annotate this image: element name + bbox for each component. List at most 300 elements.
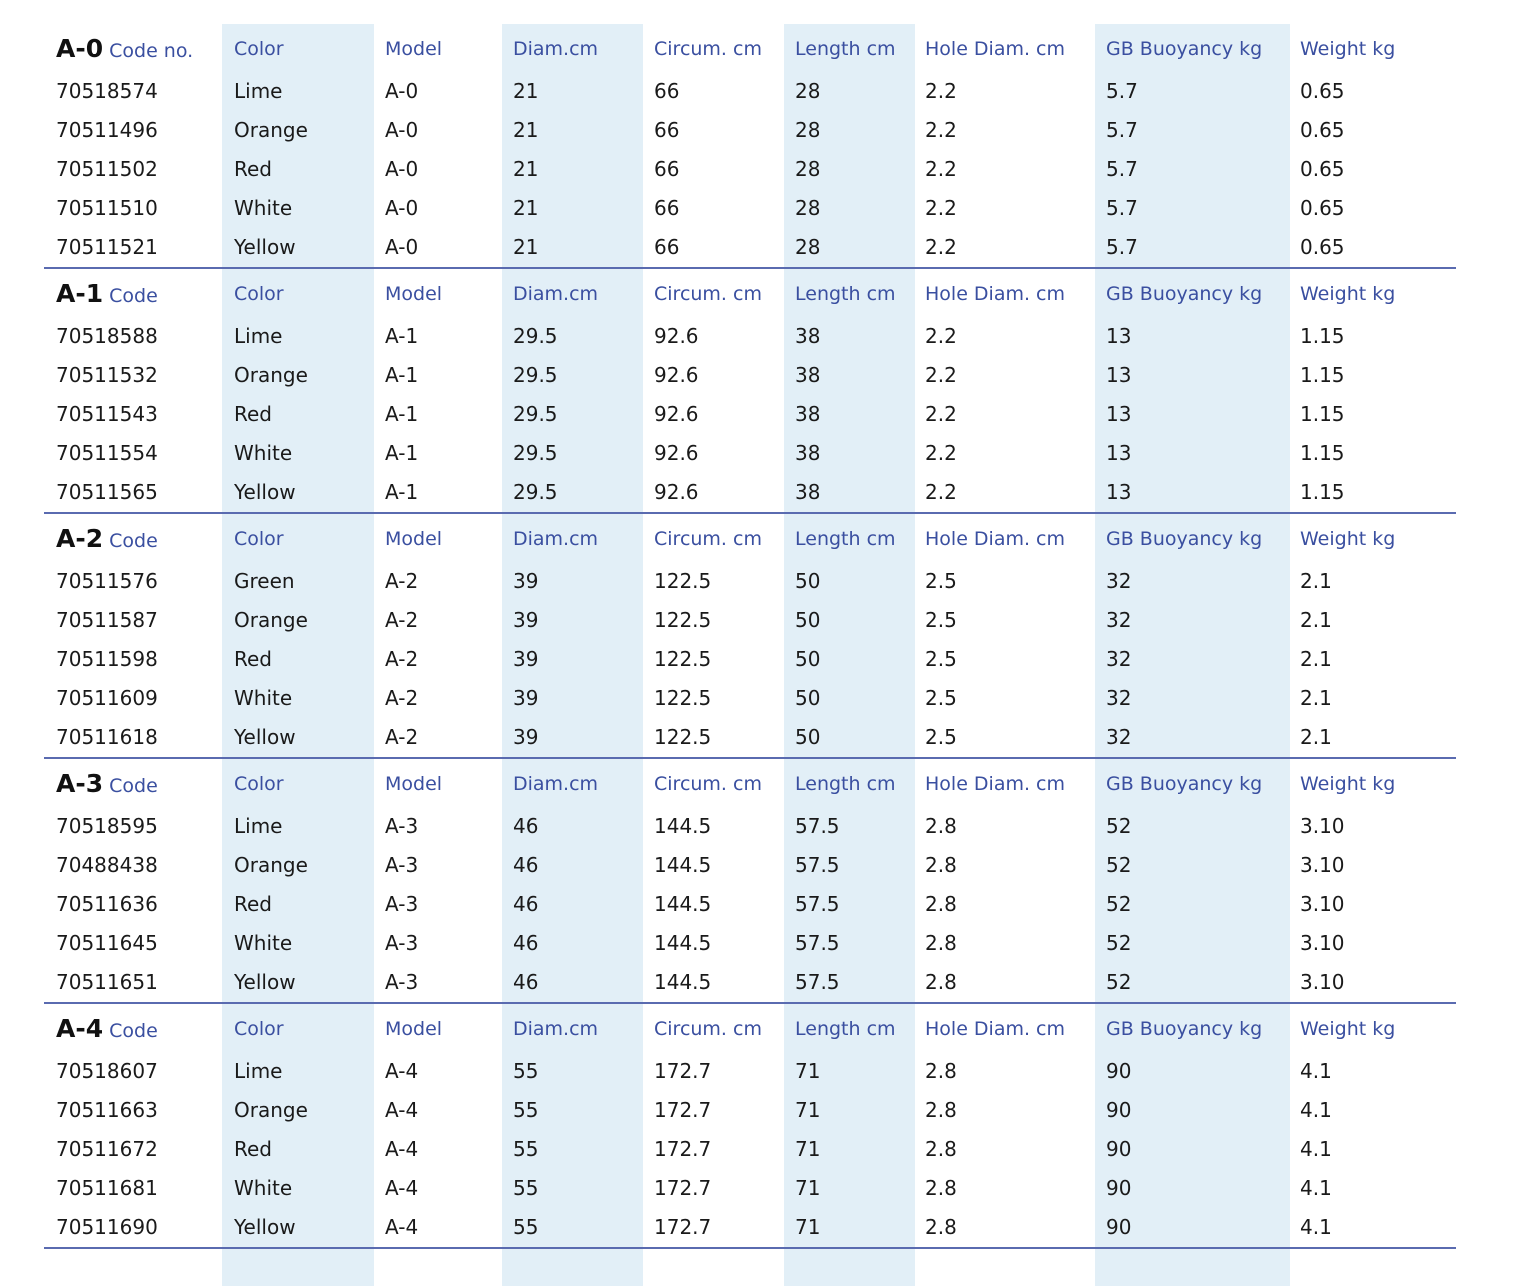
table-cell: 29.5 xyxy=(513,402,558,426)
table-cell: 1.15 xyxy=(1300,441,1345,465)
table-row xyxy=(44,395,1456,434)
table-cell: 5.7 xyxy=(1106,235,1138,259)
table-cell: 3.10 xyxy=(1300,931,1345,955)
table-cell: 70511645 xyxy=(56,931,158,955)
table-cell: 2.1 xyxy=(1300,725,1332,749)
table-cell: A-0 xyxy=(385,157,419,181)
table-cell: 92.6 xyxy=(654,480,699,504)
table-cell: Yellow xyxy=(234,970,296,994)
table-cell: 4.1 xyxy=(1300,1059,1332,1083)
table-cell: White xyxy=(234,1176,293,1200)
table-cell: 55 xyxy=(513,1098,539,1122)
table-cell: 50 xyxy=(795,569,821,593)
table-cell: Red xyxy=(234,647,272,671)
column-header: Length cm xyxy=(795,283,896,305)
group-header-row xyxy=(44,24,1456,72)
table-cell: 38 xyxy=(795,441,821,465)
table-cell: 2.8 xyxy=(925,892,957,916)
table-cell: 2.2 xyxy=(925,363,957,387)
table-cell: 172.7 xyxy=(654,1137,712,1161)
table-cell: 172.7 xyxy=(654,1176,712,1200)
table-cell: 13 xyxy=(1106,324,1132,348)
table-cell: 2.2 xyxy=(925,157,957,181)
table-cell: Yellow xyxy=(234,1215,296,1239)
table-cell: 2.5 xyxy=(925,569,957,593)
table-cell: 50 xyxy=(795,647,821,671)
table-cell: 144.5 xyxy=(654,892,712,916)
table-cell: 70511636 xyxy=(56,892,158,916)
model-name: A-1 xyxy=(56,279,104,308)
group-header-row xyxy=(44,759,1456,807)
table-cell: 32 xyxy=(1106,608,1132,632)
group-title xyxy=(56,269,158,321)
table-cell: 70511609 xyxy=(56,686,158,710)
table-cell: 52 xyxy=(1106,814,1132,838)
group-title xyxy=(56,514,158,566)
table-cell: 21 xyxy=(513,118,539,142)
table-cell: 46 xyxy=(513,931,539,955)
table-cell: 2.8 xyxy=(925,970,957,994)
table-cell: Orange xyxy=(234,608,308,632)
table-cell: 70511651 xyxy=(56,970,158,994)
table-row xyxy=(44,150,1456,189)
table-row xyxy=(44,1208,1456,1247)
table-row xyxy=(44,679,1456,718)
table-cell: 57.5 xyxy=(795,814,840,838)
table-cell: 32 xyxy=(1106,569,1132,593)
column-header: Hole Diam. cm xyxy=(925,773,1066,795)
table-cell: 2.2 xyxy=(925,79,957,103)
table-cell: Orange xyxy=(234,363,308,387)
table-cell: 55 xyxy=(513,1137,539,1161)
column-header: Color xyxy=(234,528,284,550)
table-cell: A-1 xyxy=(385,441,419,465)
model-group-a-2 xyxy=(44,514,1456,759)
group-title xyxy=(56,1004,158,1056)
table-row xyxy=(44,72,1456,111)
table-cell: 144.5 xyxy=(654,814,712,838)
table-cell: 70511618 xyxy=(56,725,158,749)
table-cell: A-0 xyxy=(385,235,419,259)
table-cell: Red xyxy=(234,892,272,916)
table-cell: 66 xyxy=(654,79,680,103)
table-cell: 1.15 xyxy=(1300,324,1345,348)
table-cell: 70511554 xyxy=(56,441,158,465)
table-cell: Orange xyxy=(234,118,308,142)
table-cell: 52 xyxy=(1106,892,1132,916)
table-cell: 2.2 xyxy=(925,480,957,504)
table-row xyxy=(44,885,1456,924)
table-cell: 13 xyxy=(1106,480,1132,504)
table-cell: 92.6 xyxy=(654,363,699,387)
table-cell: 29.5 xyxy=(513,480,558,504)
column-header: GB Buoyancy kg xyxy=(1106,38,1263,60)
table-cell: A-1 xyxy=(385,402,419,426)
table-cell: 32 xyxy=(1106,686,1132,710)
table-cell: 29.5 xyxy=(513,324,558,348)
model-name: A-0 xyxy=(56,34,104,63)
table-cell: 2.1 xyxy=(1300,686,1332,710)
table-row xyxy=(44,640,1456,679)
table-cell: 70511663 xyxy=(56,1098,158,1122)
table-cell: 46 xyxy=(513,814,539,838)
code-column-header: Code no. xyxy=(109,40,194,62)
column-header: Diam.cm xyxy=(513,1018,599,1040)
table-cell: 71 xyxy=(795,1059,821,1083)
table-cell: 50 xyxy=(795,686,821,710)
table-cell: 39 xyxy=(513,686,539,710)
table-cell: 38 xyxy=(795,480,821,504)
table-cell: A-0 xyxy=(385,196,419,220)
group-title xyxy=(56,759,158,811)
table-row xyxy=(44,356,1456,395)
table-cell: 52 xyxy=(1106,853,1132,877)
table-cell: 3.10 xyxy=(1300,892,1345,916)
column-header: Weight kg xyxy=(1300,38,1396,60)
column-header: GB Buoyancy kg xyxy=(1106,773,1263,795)
table-cell: 70511510 xyxy=(56,196,158,220)
table-row xyxy=(44,189,1456,228)
table-cell: 21 xyxy=(513,196,539,220)
column-header: Diam.cm xyxy=(513,773,599,795)
table-cell: 70511681 xyxy=(56,1176,158,1200)
table-cell: 21 xyxy=(513,157,539,181)
table-cell: 71 xyxy=(795,1215,821,1239)
table-cell: 2.1 xyxy=(1300,569,1332,593)
table-cell: 5.7 xyxy=(1106,196,1138,220)
table-cell: 1.15 xyxy=(1300,363,1345,387)
table-cell: 55 xyxy=(513,1176,539,1200)
table-cell: 122.5 xyxy=(654,647,712,671)
table-cell: A-2 xyxy=(385,686,419,710)
table-cell: A-2 xyxy=(385,608,419,632)
table-cell: 38 xyxy=(795,324,821,348)
table-cell: 70518574 xyxy=(56,79,158,103)
table-cell: 2.8 xyxy=(925,1176,957,1200)
table-cell: 2.1 xyxy=(1300,647,1332,671)
table-row xyxy=(44,807,1456,846)
table-cell: 57.5 xyxy=(795,892,840,916)
table-cell: 2.8 xyxy=(925,1098,957,1122)
column-header: Length cm xyxy=(795,38,896,60)
table-cell: A-3 xyxy=(385,970,419,994)
table-cell: 46 xyxy=(513,970,539,994)
column-header: Model xyxy=(385,1018,443,1040)
table-cell: A-4 xyxy=(385,1098,419,1122)
column-header: Model xyxy=(385,528,443,550)
table-cell: Yellow xyxy=(234,480,296,504)
table-cell: 4.1 xyxy=(1300,1137,1332,1161)
table-cell: 70511587 xyxy=(56,608,158,632)
table-cell: White xyxy=(234,196,293,220)
table-cell: 66 xyxy=(654,235,680,259)
table-cell: White xyxy=(234,931,293,955)
table-row xyxy=(44,924,1456,963)
column-header: Length cm xyxy=(795,1018,896,1040)
table-cell: 28 xyxy=(795,157,821,181)
table-cell: 46 xyxy=(513,892,539,916)
table-cell: 39 xyxy=(513,608,539,632)
group-header-row xyxy=(44,1004,1456,1052)
table-cell: 3.10 xyxy=(1300,853,1345,877)
table-cell: 122.5 xyxy=(654,569,712,593)
table-cell: A-4 xyxy=(385,1137,419,1161)
table-cell: 2.8 xyxy=(925,814,957,838)
table-cell: 90 xyxy=(1106,1176,1132,1200)
column-header: Circum. cm xyxy=(654,773,762,795)
column-header: Weight kg xyxy=(1300,528,1396,550)
table-cell: 71 xyxy=(795,1137,821,1161)
table-cell: A-0 xyxy=(385,79,419,103)
table-cell: 38 xyxy=(795,363,821,387)
column-header: Circum. cm xyxy=(654,528,762,550)
table-row xyxy=(44,434,1456,473)
table-cell: Orange xyxy=(234,1098,308,1122)
table-cell: 5.7 xyxy=(1106,118,1138,142)
model-name: A-2 xyxy=(56,524,104,553)
model-name: A-4 xyxy=(56,1014,104,1043)
table-cell: 0.65 xyxy=(1300,118,1345,142)
table-cell: 70511690 xyxy=(56,1215,158,1239)
table-cell: 29.5 xyxy=(513,441,558,465)
table-cell: 0.65 xyxy=(1300,235,1345,259)
column-header: GB Buoyancy kg xyxy=(1106,283,1263,305)
code-column-header: Code xyxy=(109,1020,158,1042)
table-cell: 92.6 xyxy=(654,324,699,348)
table-row xyxy=(44,562,1456,601)
group-title xyxy=(56,24,193,76)
table-cell: 144.5 xyxy=(654,853,712,877)
table-row xyxy=(44,846,1456,885)
table-cell: 71 xyxy=(795,1098,821,1122)
table-cell: 50 xyxy=(795,725,821,749)
table-cell: 70511576 xyxy=(56,569,158,593)
table-cell: 0.65 xyxy=(1300,157,1345,181)
table-cell: 50 xyxy=(795,608,821,632)
code-column-header: Code xyxy=(109,285,158,307)
table-cell: 39 xyxy=(513,647,539,671)
spec-table xyxy=(44,24,1456,1249)
table-cell: 13 xyxy=(1106,441,1132,465)
table-cell: 70511543 xyxy=(56,402,158,426)
table-row xyxy=(44,228,1456,267)
table-groups xyxy=(44,24,1456,1249)
table-cell: A-2 xyxy=(385,569,419,593)
table-cell: 2.8 xyxy=(925,1215,957,1239)
table-cell: 144.5 xyxy=(654,970,712,994)
table-cell: 2.8 xyxy=(925,1137,957,1161)
table-cell: 70511598 xyxy=(56,647,158,671)
table-cell: A-0 xyxy=(385,118,419,142)
table-cell: 90 xyxy=(1106,1137,1132,1161)
table-cell: 57.5 xyxy=(795,931,840,955)
table-cell: 29.5 xyxy=(513,363,558,387)
table-row xyxy=(44,1169,1456,1208)
model-group-a-4 xyxy=(44,1004,1456,1249)
table-cell: A-3 xyxy=(385,892,419,916)
table-cell: 172.7 xyxy=(654,1098,712,1122)
table-cell: 90 xyxy=(1106,1098,1132,1122)
table-cell: 21 xyxy=(513,79,539,103)
table-cell: 2.2 xyxy=(925,402,957,426)
table-cell: 122.5 xyxy=(654,686,712,710)
table-row xyxy=(44,111,1456,150)
table-cell: Lime xyxy=(234,79,283,103)
column-header: Length cm xyxy=(795,528,896,550)
table-cell: 2.2 xyxy=(925,235,957,259)
table-row xyxy=(44,473,1456,512)
table-cell: A-2 xyxy=(385,725,419,749)
column-header: GB Buoyancy kg xyxy=(1106,1018,1263,1040)
table-cell: 2.2 xyxy=(925,441,957,465)
table-cell: 21 xyxy=(513,235,539,259)
table-cell: 92.6 xyxy=(654,402,699,426)
table-cell: 70511502 xyxy=(56,157,158,181)
table-cell: A-1 xyxy=(385,363,419,387)
column-header: GB Buoyancy kg xyxy=(1106,528,1263,550)
table-cell: 13 xyxy=(1106,363,1132,387)
table-cell: A-3 xyxy=(385,814,419,838)
table-cell: A-4 xyxy=(385,1215,419,1239)
table-cell: 55 xyxy=(513,1059,539,1083)
table-cell: 2.2 xyxy=(925,196,957,220)
table-cell: 4.1 xyxy=(1300,1098,1332,1122)
table-cell: Green xyxy=(234,569,295,593)
column-header: Length cm xyxy=(795,773,896,795)
table-row xyxy=(44,963,1456,1002)
column-header: Diam.cm xyxy=(513,528,599,550)
table-cell: 70511532 xyxy=(56,363,158,387)
column-header: Hole Diam. cm xyxy=(925,283,1066,305)
table-row xyxy=(44,1130,1456,1169)
table-cell: 39 xyxy=(513,569,539,593)
table-cell: A-4 xyxy=(385,1176,419,1200)
model-group-a-3 xyxy=(44,759,1456,1004)
table-cell: 144.5 xyxy=(654,931,712,955)
table-cell: 70511565 xyxy=(56,480,158,504)
table-cell: 2.5 xyxy=(925,686,957,710)
table-cell: 2.5 xyxy=(925,608,957,632)
code-column-header: Code xyxy=(109,530,158,552)
table-cell: 1.15 xyxy=(1300,402,1345,426)
table-cell: 3.10 xyxy=(1300,814,1345,838)
table-cell: Lime xyxy=(234,1059,283,1083)
column-header: Diam.cm xyxy=(513,283,599,305)
table-cell: 52 xyxy=(1106,931,1132,955)
table-cell: 28 xyxy=(795,79,821,103)
column-header: Model xyxy=(385,773,443,795)
table-cell: 52 xyxy=(1106,970,1132,994)
table-cell: Red xyxy=(234,402,272,426)
table-cell: 2.5 xyxy=(925,647,957,671)
table-cell: Red xyxy=(234,157,272,181)
column-header: Model xyxy=(385,38,443,60)
column-header: Circum. cm xyxy=(654,1018,762,1040)
model-group-a-1 xyxy=(44,269,1456,514)
table-cell: A-1 xyxy=(385,324,419,348)
table-cell: 90 xyxy=(1106,1215,1132,1239)
column-header: Circum. cm xyxy=(654,283,762,305)
table-cell: Orange xyxy=(234,853,308,877)
table-cell: White xyxy=(234,686,293,710)
table-cell: A-3 xyxy=(385,931,419,955)
table-cell: 4.1 xyxy=(1300,1215,1332,1239)
table-cell: 70511496 xyxy=(56,118,158,142)
group-header-row xyxy=(44,269,1456,317)
table-cell: 28 xyxy=(795,118,821,142)
table-cell: 55 xyxy=(513,1215,539,1239)
table-cell: 2.2 xyxy=(925,324,957,348)
table-cell: A-4 xyxy=(385,1059,419,1083)
table-cell: White xyxy=(234,441,293,465)
table-cell: 38 xyxy=(795,402,821,426)
table-cell: 2.8 xyxy=(925,931,957,955)
table-cell: 2.2 xyxy=(925,118,957,142)
table-cell: 57.5 xyxy=(795,853,840,877)
table-row xyxy=(44,718,1456,757)
table-cell: A-3 xyxy=(385,853,419,877)
code-column-header: Code xyxy=(109,775,158,797)
group-header-row xyxy=(44,514,1456,562)
table-cell: 122.5 xyxy=(654,725,712,749)
column-header: Hole Diam. cm xyxy=(925,1018,1066,1040)
table-cell: 70511521 xyxy=(56,235,158,259)
table-cell: 32 xyxy=(1106,647,1132,671)
table-cell: 172.7 xyxy=(654,1059,712,1083)
table-cell: 70511672 xyxy=(56,1137,158,1161)
table-cell: Red xyxy=(234,1137,272,1161)
table-cell: 70488438 xyxy=(56,853,158,877)
table-cell: 5.7 xyxy=(1106,157,1138,181)
table-cell: A-1 xyxy=(385,480,419,504)
table-cell: 1.15 xyxy=(1300,480,1345,504)
table-cell: 66 xyxy=(654,157,680,181)
table-cell: 57.5 xyxy=(795,970,840,994)
column-header: Circum. cm xyxy=(654,38,762,60)
table-cell: Yellow xyxy=(234,725,296,749)
table-cell: Lime xyxy=(234,324,283,348)
column-header: Hole Diam. cm xyxy=(925,528,1066,550)
table-cell: 2.1 xyxy=(1300,608,1332,632)
column-header: Weight kg xyxy=(1300,773,1396,795)
table-cell: A-2 xyxy=(385,647,419,671)
table-cell: 0.65 xyxy=(1300,196,1345,220)
model-name: A-3 xyxy=(56,769,104,798)
table-cell: 39 xyxy=(513,725,539,749)
column-header: Model xyxy=(385,283,443,305)
table-cell: 2.5 xyxy=(925,725,957,749)
table-row xyxy=(44,601,1456,640)
table-cell: Yellow xyxy=(234,235,296,259)
table-cell: 172.7 xyxy=(654,1215,712,1239)
table-cell: 66 xyxy=(654,118,680,142)
column-header: Weight kg xyxy=(1300,1018,1396,1040)
table-cell: 70518595 xyxy=(56,814,158,838)
column-header: Color xyxy=(234,773,284,795)
table-cell: 71 xyxy=(795,1176,821,1200)
table-cell: 13 xyxy=(1106,402,1132,426)
table-row xyxy=(44,317,1456,356)
table-row xyxy=(44,1052,1456,1091)
table-cell: 2.8 xyxy=(925,1059,957,1083)
column-header: Color xyxy=(234,1018,284,1040)
table-cell: 28 xyxy=(795,196,821,220)
table-cell: Lime xyxy=(234,814,283,838)
column-header: Color xyxy=(234,283,284,305)
table-cell: 0.65 xyxy=(1300,79,1345,103)
table-cell: 122.5 xyxy=(654,608,712,632)
table-cell: 3.10 xyxy=(1300,970,1345,994)
